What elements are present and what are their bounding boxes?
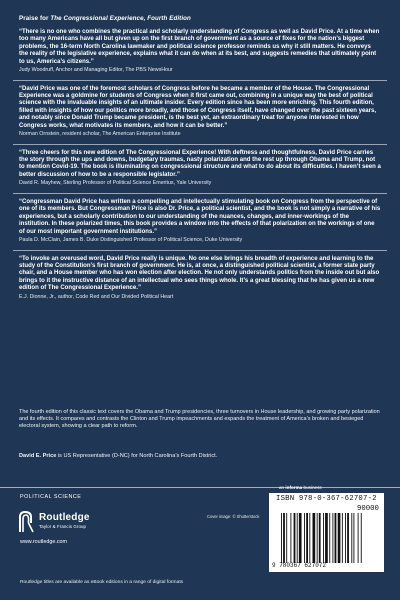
ebook-note: Routledge titles are available as eBook editions in a range of digital formats	[20, 580, 184, 585]
publisher-url[interactable]: www.routledge.com	[20, 539, 68, 545]
quote-attribution: Paula D. McClain, James B. Duke Distinguished Professor of Political Science, Duke University	[19, 236, 243, 243]
publisher-name: Routledge	[39, 512, 90, 523]
author-note	[19, 453, 381, 460]
quote-text: “Congressman David Price has written a compelling and intellectually stimulating book on Congress from the perspective of one of its members. But Congressman Price is also Dr. Price, a political scientist, and the book is not simply a narrative of his experiences, but a scholarly contribution to our understanding of the nuances, changes, and inner-workings of the institution. In these polarized times, this book provides a window into the effects of that polarization on the workings of one of our most important government institutions.”	[19, 198, 381, 235]
praise-quote	[13, 80, 387, 144]
publisher-logo	[18, 510, 118, 534]
barcode-icon	[280, 513, 380, 563]
praise-quote	[13, 250, 387, 307]
informa-prefix: an	[279, 485, 286, 490]
quote-text: “To invoke an overused word, David Price really is unique. No one else brings his breadth of experience and learning to the study of the Constitution’s first branch of government. He is, at once, a distinguished political scientist, a former state party chair, and a House member who has won election after election. He not only understands politics from the inside out but also brings to it the instructive distance of an intellectual who sees things whole. It’s a great blessing that he has given us a new edition of The Congressional Experience.”	[19, 255, 380, 292]
author-description: is US Representative (D-NC) for North Carolina’s Fourth District.	[56, 453, 218, 459]
praise-quotes	[13, 25, 387, 306]
publisher-group: Taylor & Francis Group	[39, 524, 87, 529]
informa-suffix: business	[302, 485, 322, 490]
praise-heading-title: The Congressional Experience, Fourth Edition	[50, 15, 191, 22]
informa-tagline	[279, 485, 322, 490]
barcode-panel	[269, 493, 384, 572]
praise-quote	[13, 25, 387, 80]
cover-credit: Cover image: © Shutterstock	[207, 514, 260, 519]
quote-text: “There is no one who combines the practical and scholarly understanding of Congress as well as David Price. At a time when too many Americans have all but given up on the first branch of government as a source of fixes for the nation’s biggest problems, the 16-term North Carolina lawmaker and political science professor reminds us why it still matters. He conveys the reality of the legislative experience, explains what it can do when at its best, and suggests remedies that ultimately point to us, America’s citizens.”	[19, 29, 380, 65]
quote-attribution: E.J. Dionne, Jr., author, Code Red and Our Divided Political Heart	[19, 293, 174, 300]
quote-attribution: Norman Ornstein, resident scholar, The American Enterprise Institute	[19, 131, 181, 138]
divider	[0, 487, 400, 488]
praise-heading	[19, 15, 191, 22]
barcode-digits: 9 780367 627072	[272, 562, 327, 569]
book-blurb: The fourth edition of this classic text covers the Obama and Trump presidencies, three turnovers in House leadership, and growing party polarization and its effects. It compares and contrasts the Clinton and Trump impeachments and expands the treatment of America’s broken and besieged electoral system, showing a clear path to reform.	[19, 409, 380, 429]
price-code: 90000	[357, 505, 379, 513]
praise-quote	[13, 193, 387, 250]
subject-category: POLITICAL SCIENCE	[20, 494, 82, 500]
quote-attribution: Judy Woodruff, Anchor and Managing Editor, The PBS NewsHour	[19, 67, 173, 74]
praise-quote	[13, 144, 387, 193]
quote-attribution: David R. Mayhew, Sterling Professor of Political Science Emeritus, Yale University	[19, 180, 212, 187]
informa-brand: informa	[285, 485, 303, 490]
isbn: ISBN 978-0-367-62707-2	[276, 495, 377, 503]
quote-text: “Three cheers for this new edition of The Congressional Experience! With deftness and thoughtfulness, David Price carries the story through the ups and downs, budgetary traumas, nasty polarization and the rest up through Obama and Trump, not to mention Covid-19. The book is illuminating on congressional structure and what to do about its difficulties. I haven’t seen a better discussion of how to be a responsible legislator.”	[19, 149, 381, 178]
praise-heading-prefix: Praise for	[19, 15, 51, 22]
routledge-logo-icon	[18, 511, 34, 533]
quote-text: “David Price was one of the foremost scholars of Congress before he became a member of the House. The Congressional Experience was a goldmine for students of Congress when it first came out, combining in a unique way the best of political science with the invaluable insights of an ultimate insider. Every edition since has been more enriching. This fourth edition, filled with insights of how our politics more broadly, and those of Congress itself, have changed over the past sixteen years, and notably since Donald Trump became president, is the best yet, an extraordinary treat for anyone interested in how Congress works, what motivates its members, and how it can be better.”	[19, 85, 377, 129]
author-name: David E. Price	[19, 453, 57, 459]
